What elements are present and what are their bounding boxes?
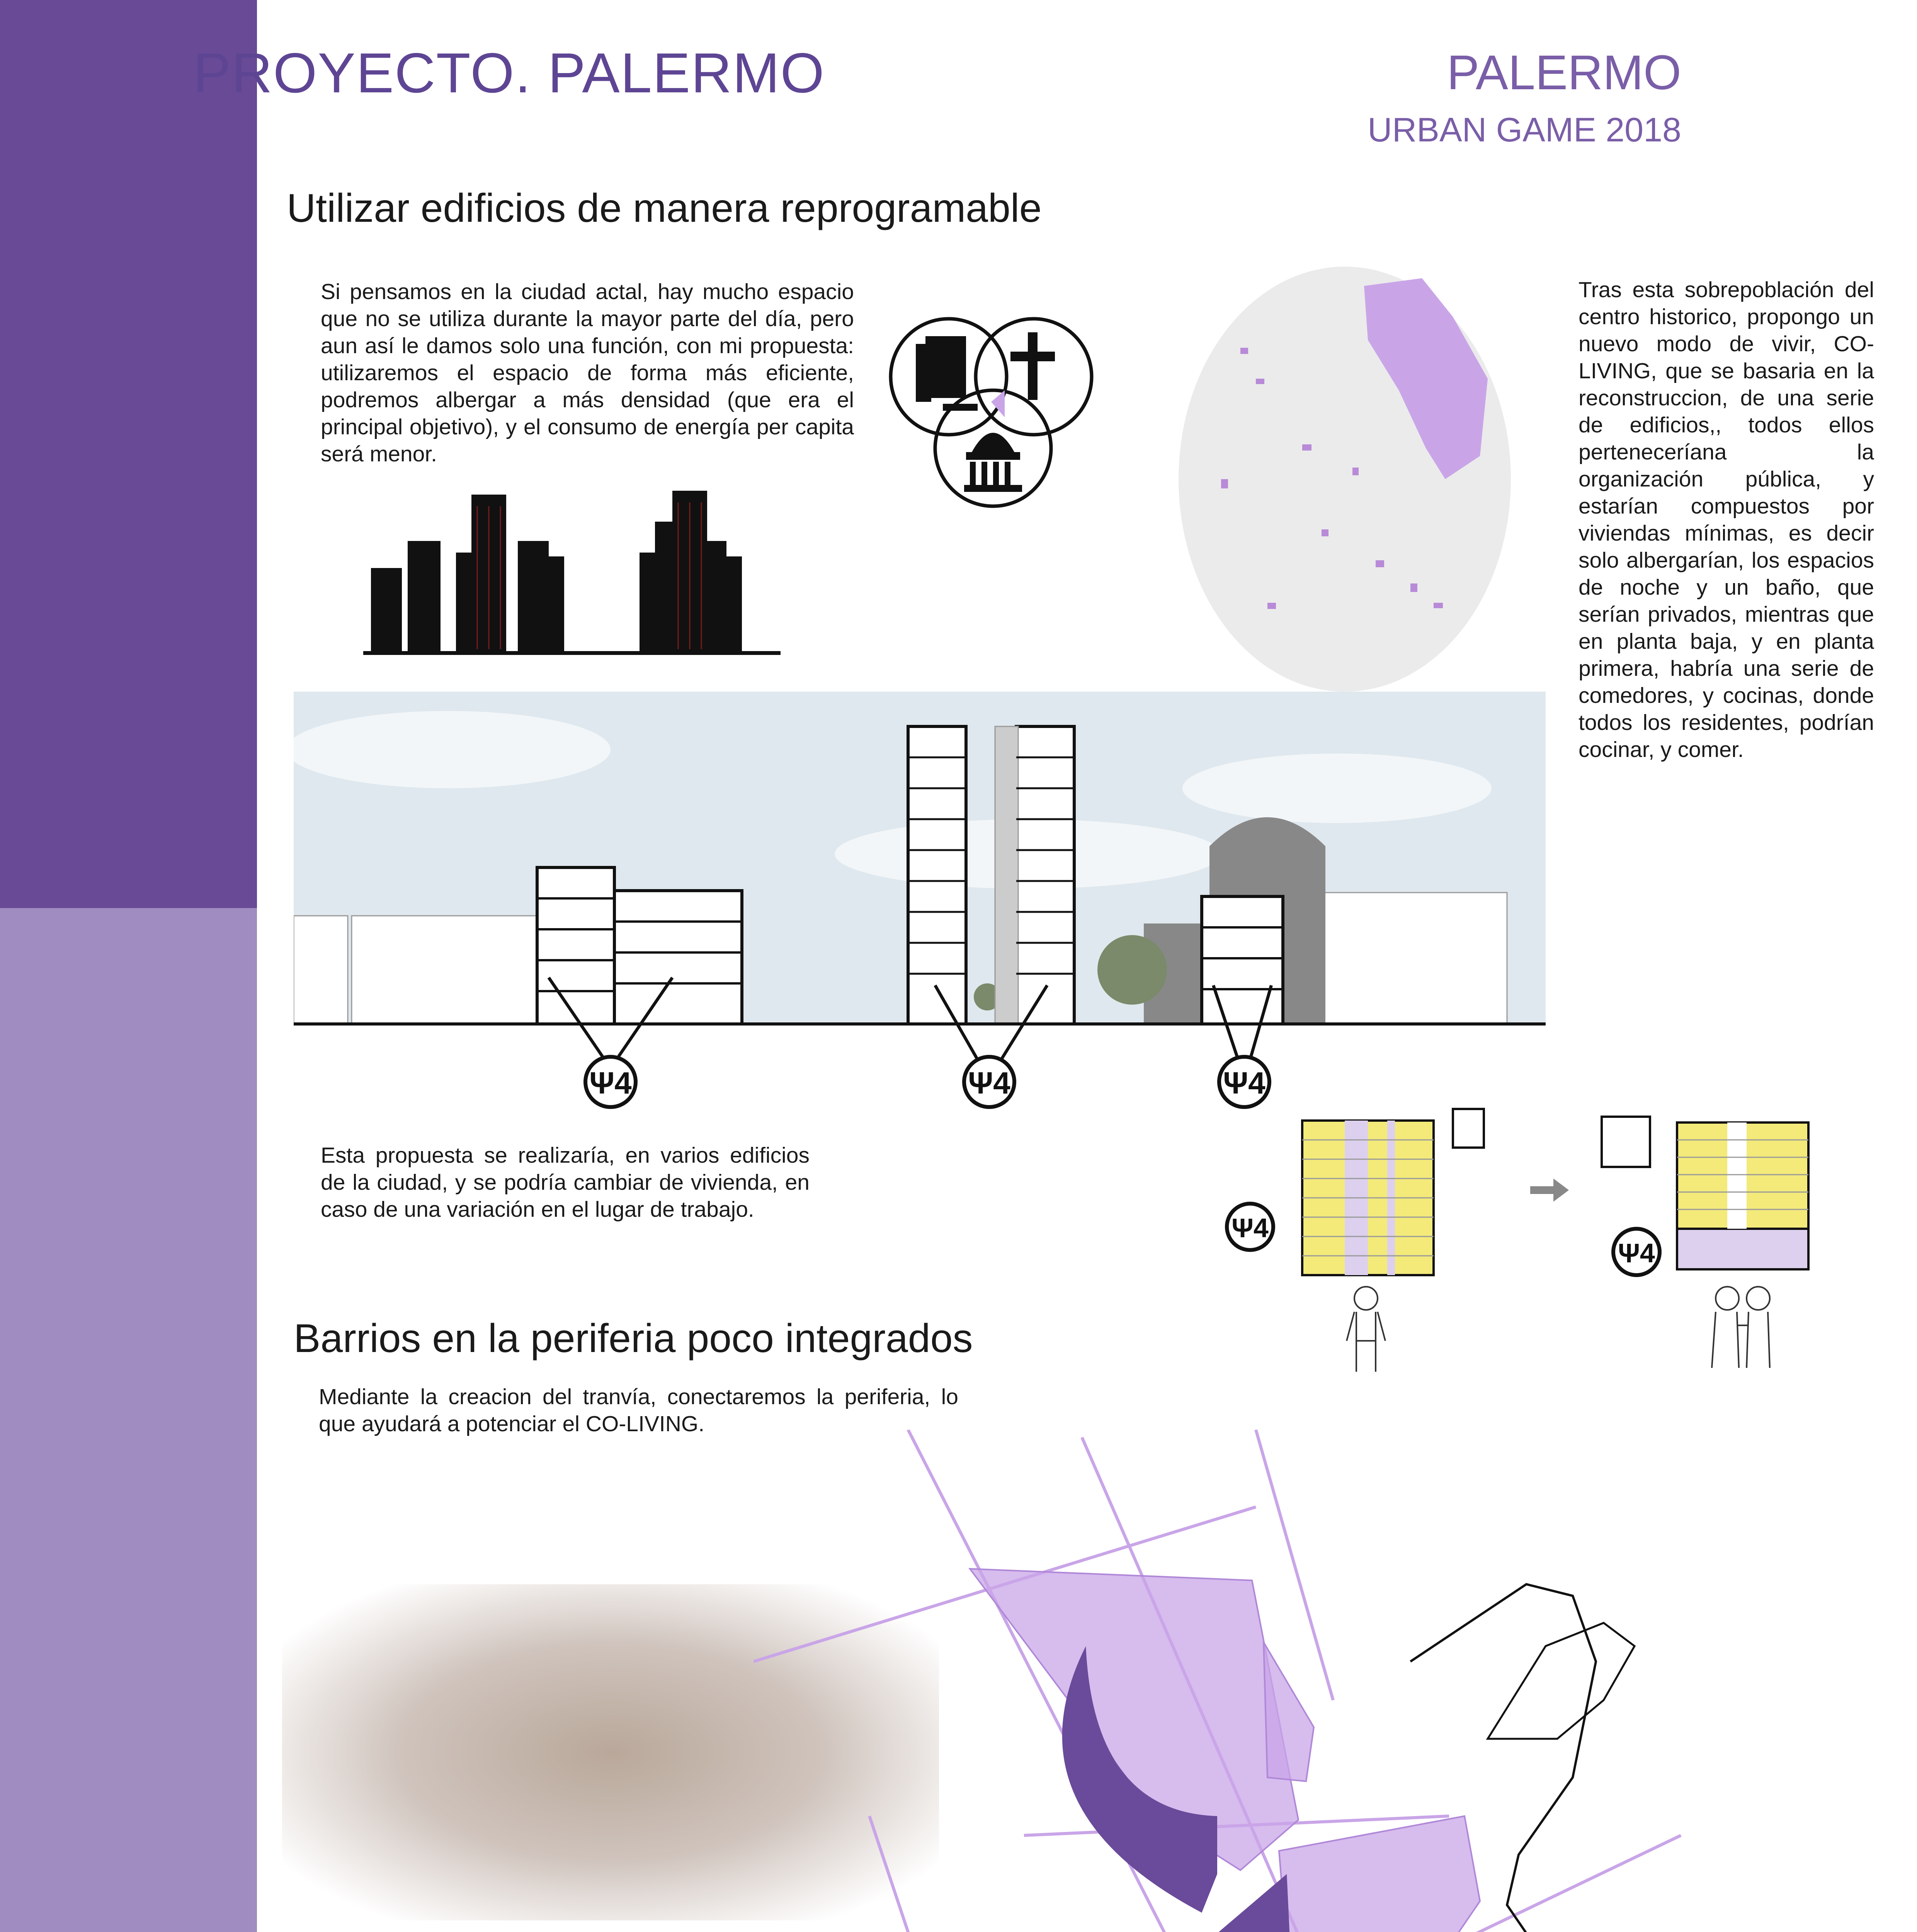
svg-text:Ψ4: Ψ4 bbox=[1618, 1238, 1655, 1268]
event-subtitle: URBAN GAME 2018 bbox=[1368, 111, 1681, 149]
venn-diagram bbox=[881, 301, 1121, 518]
cross-icon bbox=[1010, 332, 1055, 400]
svg-text:Ψ4: Ψ4 bbox=[1232, 1213, 1269, 1243]
street-section-diagram bbox=[294, 692, 1546, 1124]
fork-knife-icon bbox=[964, 1057, 1014, 1107]
city-title: PALERMO bbox=[1447, 45, 1681, 100]
floorplan-diagram bbox=[1217, 1101, 1835, 1376]
section2-paragraph: Mediante la creacion del tranvía, conectaremos la periferia, lo que ayudará a potenciar el CO-LIVING. bbox=[319, 1384, 958, 1436]
section1-paragraph: Si pensamos en la ciudad actal, hay mucho espacio que no se utiliza durante la mayor parte del día, pero aun así le damos solo una función, con mi propuesta: utilizaremos el espacio de forma más eficiente, podremos albergar a más densidad (que era el principal objetivo), y el consumo de energía per capita será menor. bbox=[321, 279, 854, 466]
svg-text:Ψ4: Ψ4 bbox=[1223, 1066, 1266, 1100]
fork-knife-icon bbox=[1613, 1229, 1660, 1275]
person-icon bbox=[1347, 1287, 1385, 1372]
person-icon bbox=[1712, 1287, 1770, 1368]
tower-silhouettes bbox=[363, 483, 781, 657]
city-density-map bbox=[1175, 263, 1515, 696]
tram-network-map bbox=[754, 1430, 1874, 1932]
side-band-mid bbox=[0, 908, 257, 1932]
arrow-right-icon bbox=[1530, 1179, 1569, 1202]
svg-text:Ψ4: Ψ4 bbox=[968, 1066, 1010, 1100]
building-icon bbox=[964, 433, 1022, 492]
book-icon bbox=[916, 336, 978, 411]
side-band-dark bbox=[0, 0, 257, 908]
fork-knife-icon bbox=[1227, 1204, 1273, 1250]
fork-knife-icon bbox=[585, 1057, 636, 1107]
section1-paragraph-2: Esta propuesta se realizaría, en varios edificios de la ciudad, y se podría cambiar de vivienda, en caso de una variación en el lugar de trabajo. bbox=[321, 1143, 810, 1222]
section2-heading: Barrios en la periferia poco integrados bbox=[294, 1316, 973, 1361]
page-title: PROYECTO. PALERMO bbox=[193, 41, 825, 104]
section1-heading: Utilizar edificios de manera reprogramable bbox=[287, 186, 1042, 231]
fork-knife-icon bbox=[1219, 1057, 1269, 1107]
svg-text:Ψ4: Ψ4 bbox=[589, 1066, 632, 1100]
section1-right-paragraph: Tras esta sobrepoblación del centro historico, propongo un nuevo modo de vivir, CO-LIVING, que se basaria en la reconstruccion, de una serie de edificios,, todos ellos perteneceríana la organización pública, y estarían compuestos por viviendas mínimas, es decir solo albergarían, los espacios de noche y un baño, que serían privados, mientras que en planta baja, y en planta primera, habría una serie de comedores, y cocinas, donde todos los residentes, podrían cocinar, y comer. bbox=[1579, 277, 1874, 762]
